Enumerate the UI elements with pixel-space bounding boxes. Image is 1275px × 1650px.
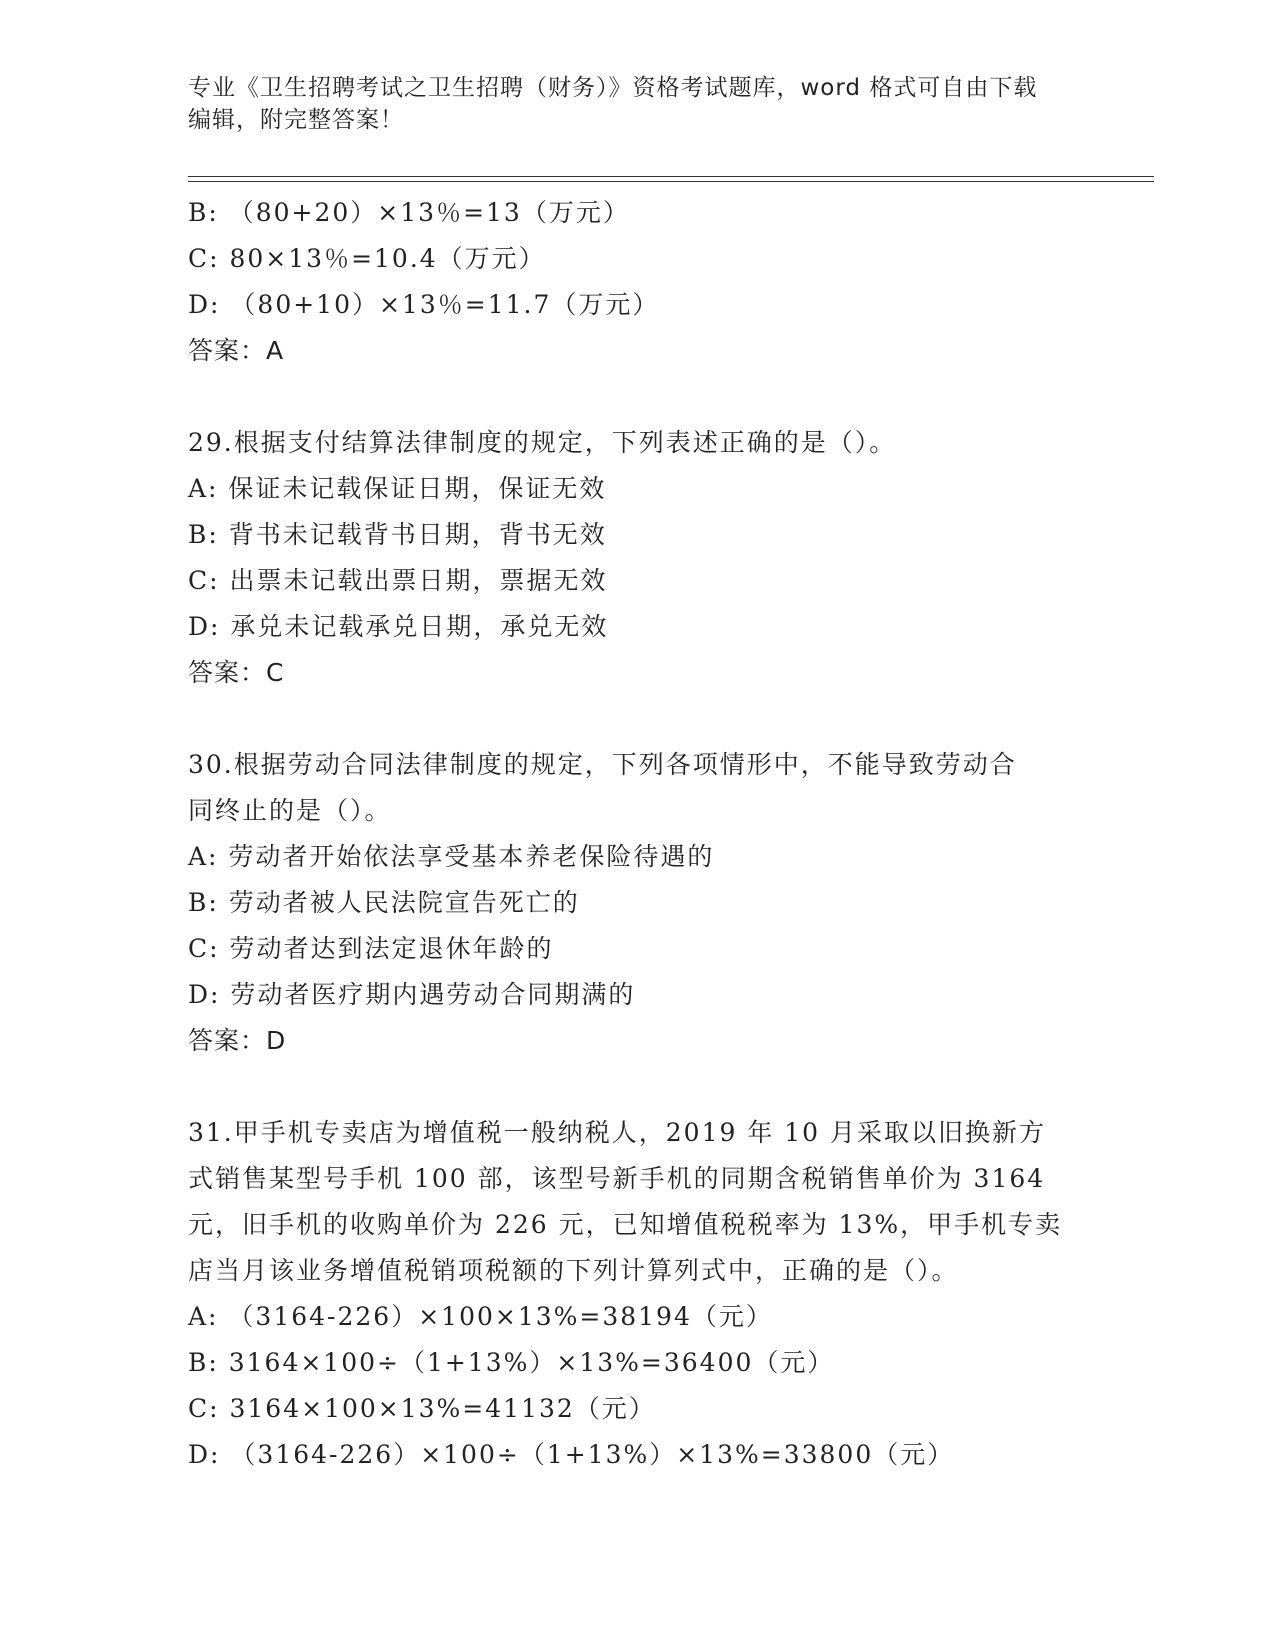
option-d: D: （3164-226）×100÷（1+13%）×13%=33800（元） — [188, 1440, 955, 1469]
spacer — [188, 696, 1088, 742]
question-30 — [188, 742, 1088, 1064]
question-stem-line-2: 同终止的是（）。 — [188, 796, 392, 825]
option-c: C: 3164×100×13%=41132（元） — [188, 1394, 656, 1423]
question-list — [188, 190, 1088, 1478]
header-line-1: 专业《卫生招聘考试之卫生招聘（财务）》资格考试题库，word 格式可自由下载 — [188, 75, 1038, 101]
option-a: A: （3164-226）×100×13%=38194（元） — [188, 1302, 773, 1331]
question-31 — [188, 1110, 1088, 1478]
option-b: B: 3164×100÷（1+13%）×13%=36400（元） — [188, 1348, 835, 1377]
question-29 — [188, 420, 1088, 696]
option-d: D: 劳动者医疗期内遇劳动合同期满的 — [188, 980, 636, 1009]
option-c: C: 出票未记载出票日期，票据无效 — [188, 566, 608, 595]
option-b: B: （80+20）×13％=13（万元） — [188, 198, 630, 227]
option-d: D: （80+10）×13％=11.7（万元） — [188, 290, 660, 319]
question-stem-line-4: 店当月该业务增值税销项税额的下列计算列式中，正确的是（）。 — [188, 1256, 959, 1285]
answer-line: 答案：C — [188, 658, 285, 687]
question-stem-line-3: 元，旧手机的收购单价为 226 元，已知增值税税率为 13%，甲手机专卖 — [188, 1210, 1063, 1239]
header-line-2: 编辑，附完整答案！ — [188, 107, 404, 133]
option-b: B: 劳动者被人民法院宣告死亡的 — [188, 888, 580, 917]
question-stem: 29.根据支付结算法律制度的规定，下列表述正确的是（）。 — [188, 428, 897, 457]
answer-line: 答案：A — [188, 336, 285, 365]
question-28 — [188, 190, 1088, 374]
question-stem-line-2: 式销售某型号手机 100 部，该型号新手机的同期含税销售单价为 3164 — [188, 1164, 1046, 1193]
spacer — [188, 374, 1088, 420]
option-d: D: 承兑未记载承兑日期，承兑无效 — [188, 612, 609, 641]
option-a: A: 保证未记载保证日期，保证无效 — [188, 474, 607, 503]
document-header — [188, 72, 1088, 136]
question-stem-line-1: 30.根据劳动合同法律制度的规定，下列各项情形中，不能导致劳动合 — [188, 750, 1017, 779]
option-c: C: 劳动者达到法定退休年龄的 — [188, 934, 554, 963]
answer-line: 答案：D — [188, 1026, 287, 1055]
option-b: B: 背书未记载背书日期，背书无效 — [188, 520, 607, 549]
header-divider-top — [188, 176, 1154, 177]
question-stem-line-1: 31.甲手机专卖店为增值税一般纳税人，2019 年 10 月采取以旧换新方 — [188, 1118, 1047, 1147]
option-c: C: 80×13％=10.4（万元） — [188, 244, 546, 273]
option-a: A: 劳动者开始依法享受基本养老保险待遇的 — [188, 842, 715, 871]
spacer — [188, 1064, 1088, 1110]
header-divider-bottom — [188, 181, 1154, 182]
